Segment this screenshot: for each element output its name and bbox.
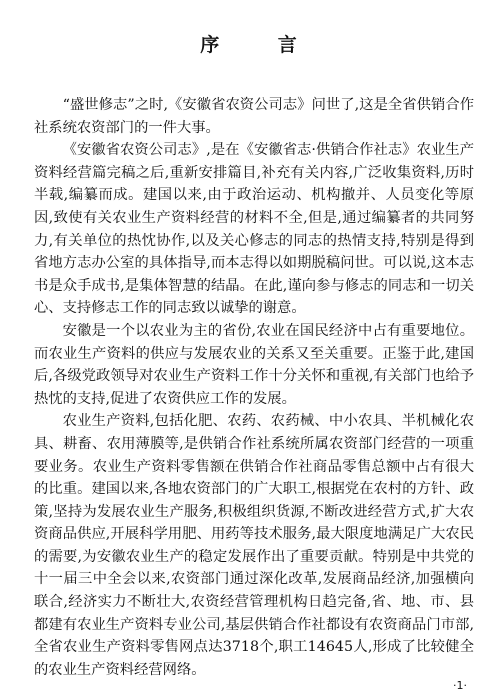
paragraph-2: 《安徽省农资公司志》,是在《安徽省志·供销合作社志》农业生产资料经营篇完稿之后,重新安排篇目,补充有关内容,广泛收集资料,历时半载,编纂而成。建国以来,由于政治运动、机构撤并、人员变化等原因,致使有关农业生产资料经营的材料不全,但是,通过编纂者的共同努力,有关单位的热忱协作,以及关心修志的同志的热情支持,特别是得到省地方志办公室的具体指导,而本志得以如期脱稿问世。可以说,这本志书是众手成书,是集体智慧的结晶。在此,谨向参与修志的同志和一切关心、支持修志工作的同志致以诚挚的谢意。 [34,142,474,317]
page-number: ·1· [453,679,467,692]
paragraph-3: 安徽是一个以农业为主的省份,农业在国民经济中占有重要地位。而农业生产资料的供应与发展农业的关系又至关重要。正鉴于此,建国后,各级党政领导对农业生产资料工作十分关怀和重视,有关部门也给予热忱的支持,促进了农资供应工作的发展。 [34,322,474,407]
page-title: 序 言 [200,34,323,56]
paragraph-4: 农业生产资料,包括化肥、农药、农药械、中小农具、半机械化农具、耕畜、农用薄膜等,是供销合作社系统所属农资部门经营的一项重要业务。农业生产资料零售额在供销合作社商品零售总额中占有很大的比重。建国以来,各地农资部门的广大职工,根据党在农村的方针、政策,坚持为发展农业生产服务,积极组织货源,不断改进经营方式,扩大农资商品供应,开展科学用肥、用药等技术服务,最大限度地满足广大农民的需要,为安徽农业生产的稳定发展作出了重要贡献。特别是中共党的十一届三中全会以来,农资部门通过深化改革,发展商品经济,加强横向联合,经济实力不断壮大,农资经营管理机构日趋完备,省、地、市、县都建有农业生产资料专业公司,基层供销合作社都设有农资商品门市部,全省农业生产资料零售网点达3718个,职工14645人,形成了比较健全的农业生产资料经营网络。 [34,413,474,678]
preface-body [34,94,474,681]
paragraph-1: “盛世修志”之时,《安徽省农资公司志》问世了,这是全省供销合作社系统农资部门的一件大事。 [34,97,474,136]
